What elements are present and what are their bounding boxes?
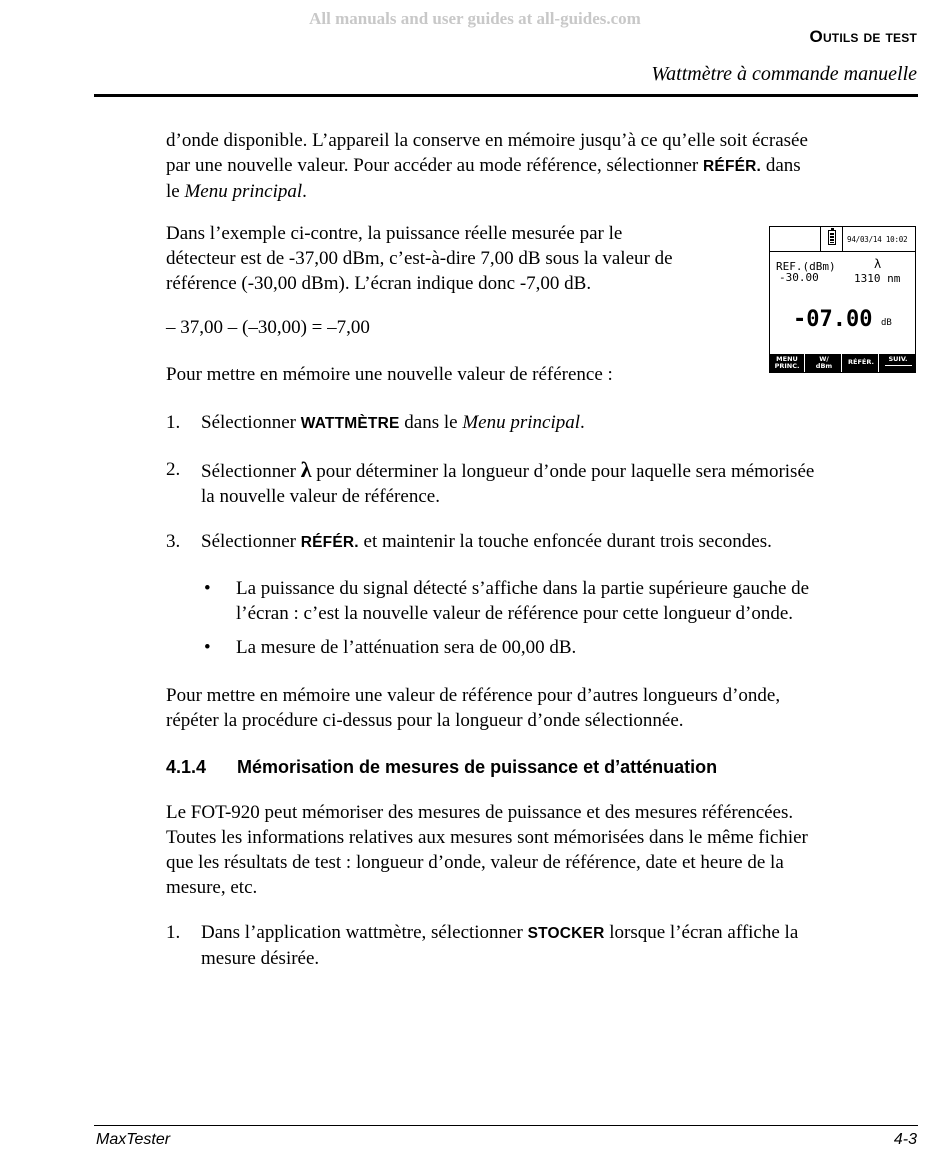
text: pour déterminer la longueur d’onde pour laquelle sera mémorisée xyxy=(311,461,815,482)
text: . xyxy=(302,181,307,202)
device-screen-figure xyxy=(769,226,916,373)
step-number: 1. xyxy=(166,922,181,943)
divider xyxy=(820,227,821,251)
softkey-label: dBm xyxy=(815,362,833,370)
paragraph-line: mesure, etc. xyxy=(166,877,258,898)
step-line xyxy=(201,457,814,484)
text: et maintenir la touche enfoncée durant trois secondes. xyxy=(358,531,772,552)
softkey-main-menu xyxy=(770,354,805,372)
softkey-units xyxy=(807,354,842,372)
repeat-paragraph xyxy=(166,683,780,733)
intro-line xyxy=(166,153,808,179)
section-step-1 xyxy=(201,920,798,971)
section-paragraph xyxy=(166,800,808,900)
text: par une nouvelle valeur. Pour accéder au mode référence, sélectionner xyxy=(166,155,704,176)
menu-reference: Menu principal xyxy=(184,181,303,202)
step-2 xyxy=(201,457,814,509)
text: dans xyxy=(761,155,801,176)
keyword: WATTMÈTRE xyxy=(300,415,400,432)
menu-reference: Menu principal xyxy=(462,412,581,433)
paragraph-line: Le FOT-920 peut mémoriser des mesures de puissance et des mesures référencées. xyxy=(166,802,794,823)
header-subtitle: Wattmètre à commande manuelle xyxy=(651,63,917,85)
device-ref-label: REF.(dBm) xyxy=(776,260,836,273)
device-unit: dB xyxy=(881,318,892,328)
section-heading xyxy=(166,755,717,779)
watermark: All manuals and user guides at all-guides.com xyxy=(309,9,641,28)
step-number: 1. xyxy=(166,412,181,433)
keyword: RÉFÉR. xyxy=(703,158,762,175)
text: dans le xyxy=(399,412,463,433)
intro-line: d’onde disponible. L’appareil la conserve en mémoire jusqu’à ce qu’elle soit écrasée xyxy=(166,130,808,151)
header-rule xyxy=(94,94,918,97)
softkey-label: W/ xyxy=(819,355,829,363)
device-lambda-label: λ xyxy=(874,257,882,271)
softkey-label: PRINC. xyxy=(774,362,800,370)
softkey-label: SUIV. xyxy=(888,355,908,363)
softkey-label: MENU xyxy=(776,355,798,363)
step-number: 3. xyxy=(166,531,181,552)
footer-rule xyxy=(94,1125,918,1126)
paragraph-line: répéter la procédure ci-dessus pour la longueur d’onde sélectionnée. xyxy=(166,710,684,731)
arrow-right-icon xyxy=(885,365,912,366)
equation: – 37,00 – (–30,00) = –7,00 xyxy=(166,317,370,338)
device-wavelength: 1310 nm xyxy=(854,272,901,285)
text: . xyxy=(580,412,585,433)
device-ref-value: -30.00 xyxy=(779,271,819,284)
header-section-title: Outils de test xyxy=(809,27,917,46)
paragraph-line: Toutes les informations relatives aux mesures sont mémorisées dans le même fichier xyxy=(166,827,808,848)
intro-paragraph xyxy=(166,128,808,204)
intro-line xyxy=(166,179,808,204)
keyword: STOCKER xyxy=(527,925,605,942)
device-softkeys xyxy=(770,354,915,372)
text: Sélectionner xyxy=(201,461,301,482)
section-number: 4.1.4 xyxy=(166,757,207,777)
step-1 xyxy=(201,410,585,436)
softkey-reference xyxy=(844,354,879,372)
bullet-item: La mesure de l’atténuation sera de 00,00 dB. xyxy=(236,637,577,658)
step-line: la nouvelle valeur de référence. xyxy=(201,486,440,507)
lambda-symbol: λ xyxy=(300,457,312,482)
paragraph-line: Pour mettre en mémoire une valeur de référence pour d’autres longueurs d’onde, xyxy=(166,685,781,706)
bullet-icon: • xyxy=(204,578,211,599)
text: Dans l’application wattmètre, sélectionner xyxy=(201,922,528,943)
text: le xyxy=(166,181,185,202)
example-line: référence (-30,00 dBm). L’écran indique donc -7,00 dB. xyxy=(166,273,592,294)
softkey-label: RÉFÉR. xyxy=(848,358,874,366)
example-line: Dans l’exemple ci-contre, la puissance réelle mesurée par le xyxy=(166,223,623,244)
device-reading: -07.00 xyxy=(793,307,873,332)
keyword: RÉFÉR. xyxy=(300,534,359,551)
text: Sélectionner xyxy=(201,412,301,433)
device-date: 94/03/14 10:02 xyxy=(847,235,908,244)
section-title: Mémorisation de mesures de puissance et d’atténuation xyxy=(237,757,718,777)
paragraph-line: que les résultats de test : longueur d’onde, valeur de référence, date et heure de la xyxy=(166,852,784,873)
divider xyxy=(842,227,843,251)
softkey-next xyxy=(881,354,915,372)
text: Sélectionner xyxy=(201,531,301,552)
bullet-icon: • xyxy=(204,637,211,658)
step-line xyxy=(201,920,798,946)
step-3 xyxy=(201,529,772,555)
example-paragraph xyxy=(166,221,673,296)
step-line: mesure désirée. xyxy=(201,948,320,969)
battery-icon xyxy=(828,230,836,245)
device-status-bar xyxy=(770,227,915,252)
bullet-line: La puissance du signal détecté s’affiche dans la partie supérieure gauche de xyxy=(236,578,810,599)
bullet-item xyxy=(236,576,809,626)
text: lorsque l’écran affiche la xyxy=(604,922,799,943)
step-number: 2. xyxy=(166,459,181,480)
bullet-line: l’écran : c’est la nouvelle valeur de référence pour cette longueur d’onde. xyxy=(236,603,794,624)
page-number: 4-3 xyxy=(893,1131,917,1148)
store-intro: Pour mettre en mémoire une nouvelle valeur de référence : xyxy=(166,364,613,385)
example-line: détecteur est de -37,00 dBm, c’est-à-dire 7,00 dB sous la valeur de xyxy=(166,248,673,269)
footer-product: MaxTester xyxy=(96,1131,171,1148)
